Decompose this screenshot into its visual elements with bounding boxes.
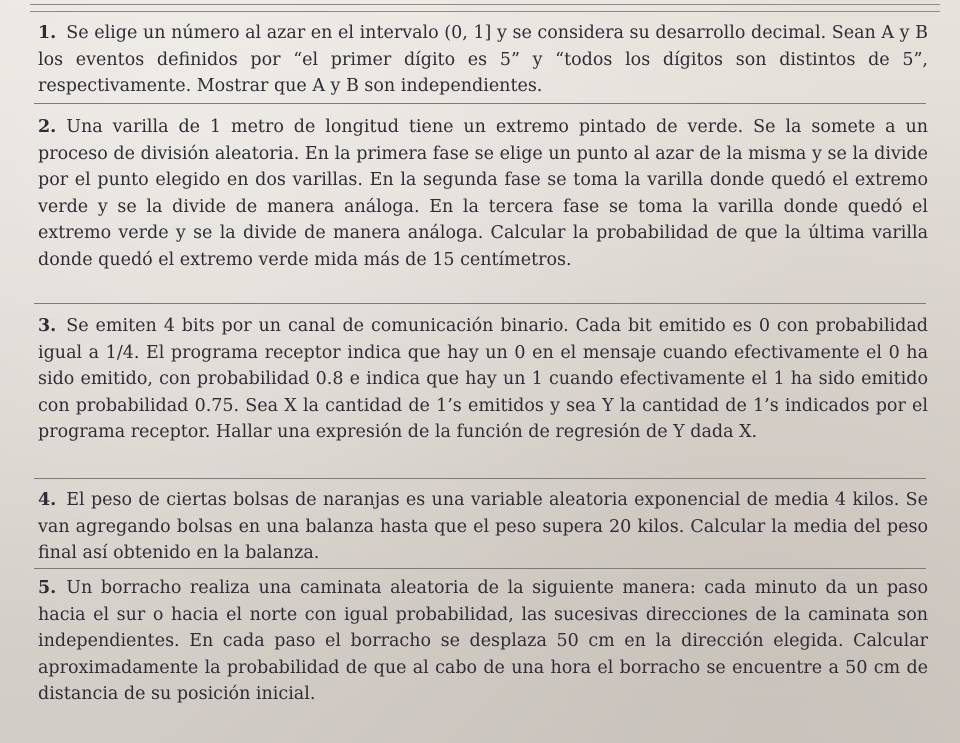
problem-text: Una varilla de 1 metro de longitud tiene un extremo pintado de verde. Se la somete a un proceso de división aleatoria. En la primera fase se elige un punto al azar de la misma y se la divide por el punto elegido en dos varillas. En la segunda fase se toma la varilla donde quedó el extremo verde y se la divide de manera análoga. En la tercera fase se toma la varilla donde quedó el extremo verde y se la divide de manera análoga. Calcular la probabilidad de que la última varilla donde quedó el extremo verde mida más de 15 centímetros. [38, 117, 928, 270]
problem-text: Se emiten 4 bits por un canal de comunicación binario. Cada bit emitido es 0 con probabilidad igual a 1/4. El programa receptor indica que hay un 0 en el mensaje cuando efectivamente el 0 ha sido emitido, con probabilidad 0.8 e indica que hay un 1 cuando efectivamente el 1 ha sido emitido con probabilidad 0.75. Sea X la cantidad de 1’s emitidos y sea Y la cantidad de 1’s indicados por el programa receptor. Hallar una expresión de la función de regresión de Y dada X. [38, 316, 928, 442]
problem-2 [38, 114, 928, 273]
problem-4 [38, 487, 928, 567]
problem-1 [38, 20, 928, 100]
problem-text: Un borracho realiza una caminata aleatoria de la siguiente manera: cada minuto da un paso hacia el sur o hacia el norte con igual probabilidad, las sucesivas direcciones de la caminata son independientes. En cada paso el borracho se desplaza 50 cm en la dirección elegida. Calcular aproximadamente la probabilidad de que al cabo de una hora el borracho se encuentre a 50 cm de distancia de su posición inicial. [38, 578, 928, 704]
separator [34, 478, 926, 479]
problem-number: 2. [38, 117, 57, 137]
problem-3 [38, 313, 928, 446]
separator [34, 568, 926, 569]
problem-text: Se elige un número al azar en el intervalo (0, 1] y se considera su desarrollo decimal. Sean A y B los eventos definidos por “el primer dígito es 5” y “todos los dígitos son distintos de 5”, respectivamente. Mostrar que A y B son independientes. [38, 23, 928, 96]
problem-number: 5. [38, 578, 57, 598]
problem-5 [38, 575, 928, 708]
separator [34, 103, 926, 104]
separator [34, 303, 926, 304]
problem-number: 4. [38, 490, 57, 510]
problem-number: 3. [38, 316, 57, 336]
top-rule [30, 4, 940, 5]
problem-text: El peso de ciertas bolsas de naranjas es una variable aleatoria exponencial de media 4 kilos. Se van agregando bolsas en una balanza hasta que el peso supera 20 kilos. Calcular la media del peso final así obtenido en la balanza. [38, 490, 928, 563]
problem-number: 1. [38, 23, 57, 43]
top-rule-2 [30, 11, 940, 12]
